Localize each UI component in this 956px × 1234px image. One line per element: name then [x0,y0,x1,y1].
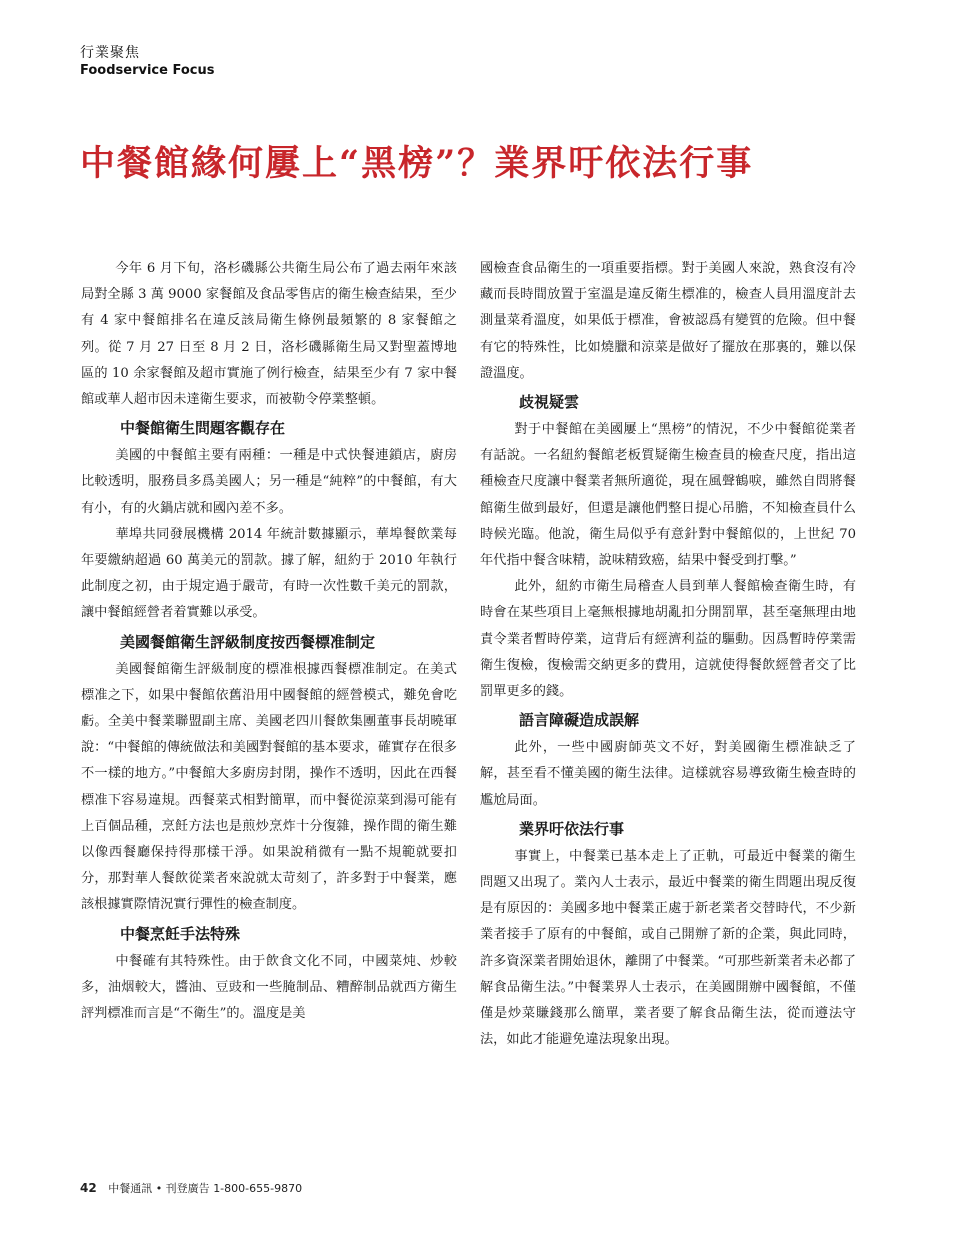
subheading-discrimination: 歧視疑雲 [519,393,580,412]
paragraph: 事實上，中餐業已基本走上了正軌，可最近中餐業的衛生問題又出現了。業內人士表示，最近中餐業的衛生問題出現反復是有原因的：美國多地中餐業正處于新老業者交替時代，不少新業者接手了原有的中餐館，或自己開辦了新的企業，與此同時，許多資深業者開始退休，離開了中餐業。“可那些新業者未必都了解食品衛生法。”中餐業界人士表示，在美國開辦中國餐館，不僅僅是炒菜賺錢那么簡單，業者要了解食品衛生法，從而遵法守法，如此才能避免違法現象出現。 [480,848,856,1048]
paragraph: 對于中餐館在美國屢上“黑榜”的情況，不少中餐館從業者有話說。一名紐約餐館老板質疑衛生檢查員的檢查尺度，指出這種檢查尺度讓中餐業者無所適從，現在風聲鶴唳，雖然自問將餐館衛生做到最好，但還是讓他們整日提心吊膽，不知檢查員什么時候光臨。他說，衛生局似乎有意針對中餐館似的，上世紀 70 年代指中餐含味精，說味精致癌，結果中餐受到打擊。” [480,422,856,569]
paragraph-continued: 國檢查食品衛生的一項重要指標。對于美國人來說，熟食沒有冷藏而長時間放置于室溫是違反衛生標准的，檢查人員用溫度計去測量菜肴溫度，如果低于標准，會被認爲有變質的危險。但中餐有它的特殊性，比如燒臘和涼菜是做好了擺放在那裏的，難以保證溫度。 [480,261,856,381]
subheading-language-barrier: 語言障礙造成誤解 [519,711,640,730]
page-footer [80,1180,302,1196]
paragraph: 此外，一些中國廚師英文不好，對美國衛生標准缺乏了解，甚至看不懂美國的衛生法律。這樣就容易導致衛生檢查時的尷尬局面。 [480,740,856,808]
publication-name: 中餐通訊 • 刊登廣告 [108,1182,210,1195]
paragraph: 美國餐館衛生評級制度的標准根據西餐標准制定。在美式標准之下，如果中餐館依舊沿用中國餐館的經營模式，難免會吃虧。全美中餐業聯盟副主席、美國老四川餐飲集團董事長胡曉軍說：“中餐館的傳統做法和美國對餐館的基本要求，確實存在很多不一樣的地方。”中餐館大多廚房封閉，操作不透明，因此在西餐標准下容易違規。西餐菜式相對簡單，而中餐從涼菜到湯可能有上百個品種，烹飪方法也是煎炒烹炸十分復雜，操作間的衛生難以像西餐廳保持得那樣干淨。如果說稍微有一點不規範就要扣分，那對華人餐飲從業者來說就太苛刻了，許多對于中餐業，應該根據實際情況實行彈性的檢查制度。 [81,661,457,913]
article-title: 中餐館緣何屢上“黑榜”？業界吁依法行事 [80,143,754,184]
paragraph-intro: 今年 6 月下旬，洛杉磯縣公共衛生局公布了過去兩年來該局對全縣 3 萬 9000 家餐館及食品零售店的衛生檢查結果，至少有 4 家中餐館排名在違反該局衛生條例最頻繁的 8 家餐館之列。從 7 月 27 日至 8 月 2 日，洛杉磯縣衛生局又對聖蓋博地區的 10 余家餐館及超市實施了例行檢查，結果至少有 7 家中餐館或華人超市因未達衛生要求，而被勒令停業整頓。 [81,261,457,408]
paragraph: 華埠共同發展機構 2014 年統計數據顯示，華埠餐飲業每年要繳納超過 60 萬美元的罰款。據了解，紐約于 2010 年執行此制度之初，由于規定過于嚴苛，有時一次性數千美元的罰款，讓中餐館經營者着實難以承受。 [81,526,457,621]
subheading-cooking-methods: 中餐烹飪手法特殊 [120,924,241,943]
section-label-english: Foodservice Focus [80,63,215,78]
article-right-column [480,256,856,1053]
subheading-follow-law: 業界吁依法行事 [519,819,625,838]
paragraph: 此外，紐約市衛生局稽查人員到華人餐館檢查衛生時，有時會在某些項目上毫無根據地胡亂扣分開罰單，甚至毫無理由地責令業者暫時停業，這背后有經濟利益的驅動。因爲暫時停業需衛生復檢，復檢需交納更多的費用，這就使得餐飲經營者交了比罰單更多的錢。 [480,579,856,700]
subheading-hygiene-issues: 中餐館衛生問題客觀存在 [120,419,286,438]
subheading-grading-system: 美國餐館衛生評級制度按西餐標准制定 [120,632,376,651]
section-label [80,44,214,79]
section-label-chinese: 行業聚焦 [80,45,140,61]
phone-number: 1-800-655-9870 [213,1182,303,1195]
page-number: 42 [80,1181,97,1195]
article-left-column [81,256,457,1027]
paragraph: 中餐確有其特殊性。由于飲食文化不同，中國菜炖、炒較多，油烟較大，醬油、豆豉和一些腌制品、糟醉制品就西方衛生評判標准而言是“不衛生”的。溫度是美 [81,953,457,1022]
paragraph: 美國的中餐館主要有兩種：一種是中式快餐連鎖店，廚房比較透明，服務員多爲美國人；另一種是“純粹”的中餐館，有大有小，有的火鍋店就和國內差不多。 [81,448,457,516]
